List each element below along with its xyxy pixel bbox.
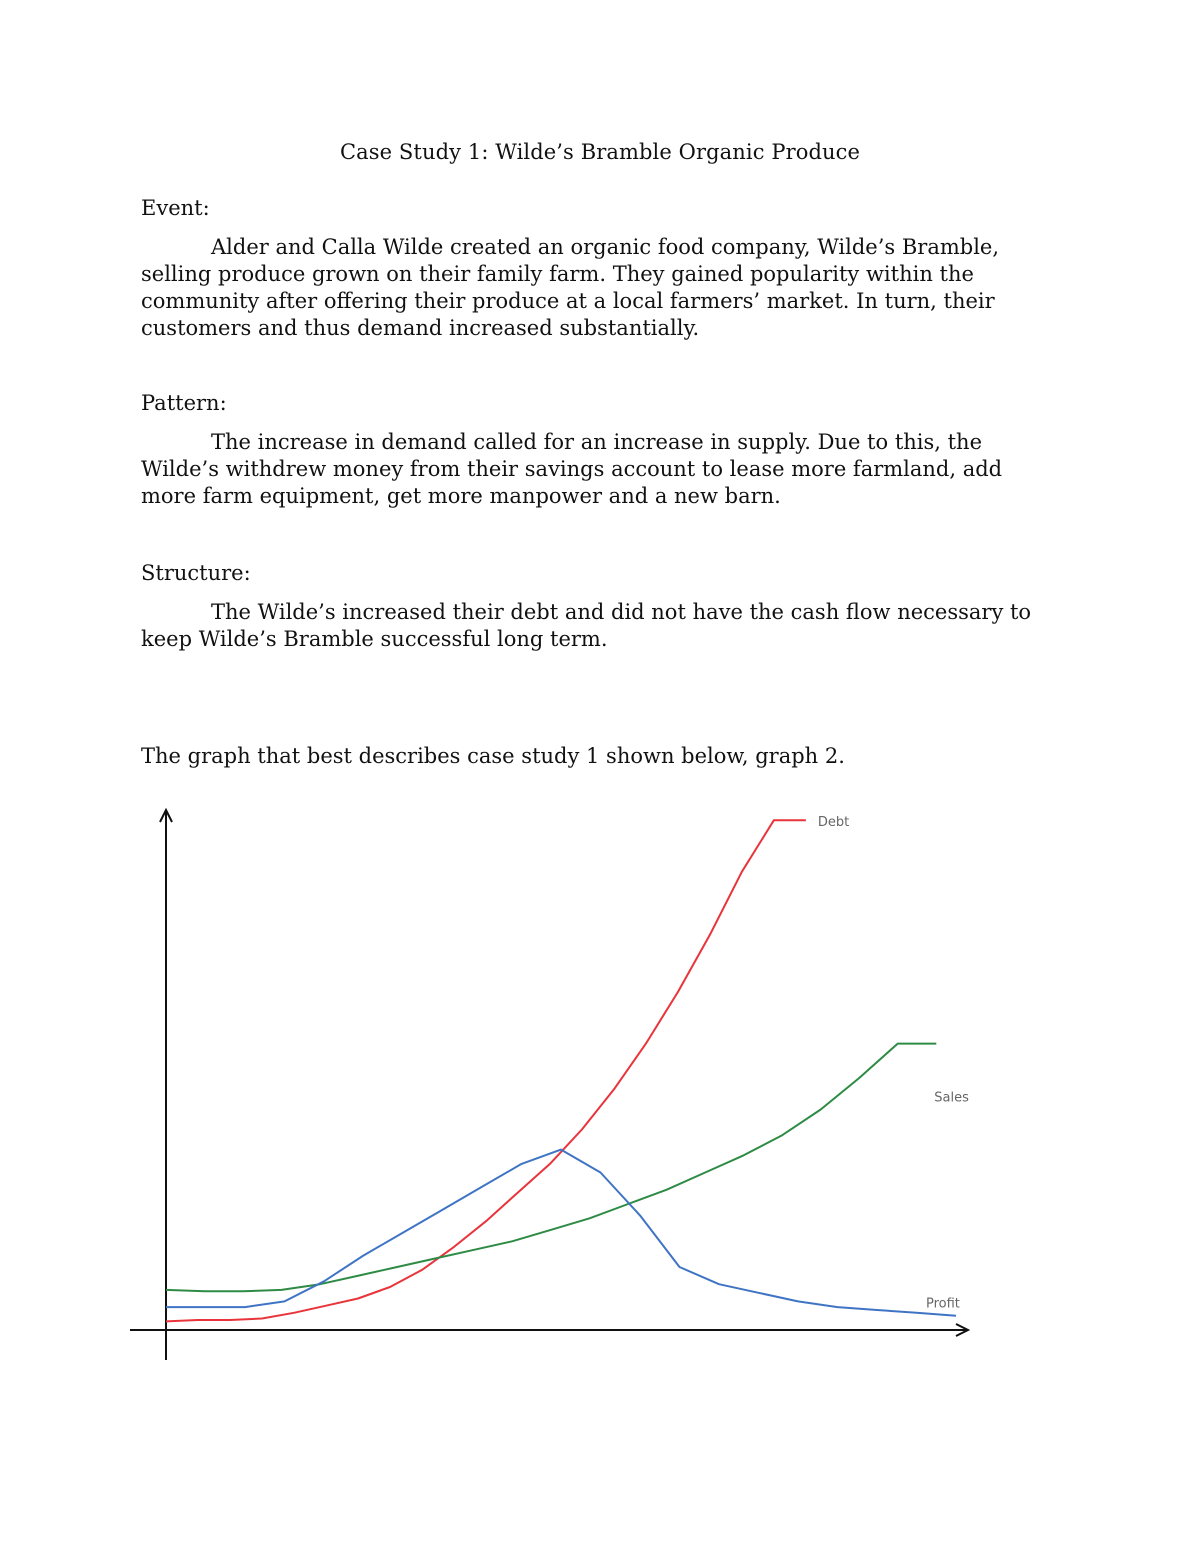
series-label-debt: Debt xyxy=(817,815,850,831)
section-heading-event: Event: xyxy=(141,196,210,220)
section-heading-pattern: Pattern: xyxy=(141,391,227,415)
series-line-profit xyxy=(166,1150,956,1316)
page-title: Case Study 1: Wilde’s Bramble Organic Produce xyxy=(339,140,861,164)
section-text-structure: The Wilde’s increased their debt and did not have the cash flow necessary to keep Wilde’s Bramble successful long term. xyxy=(141,600,1032,651)
section-text-pattern: The increase in demand called for an increase in supply. Due to this, the Wilde’s withdrew money from their savings account to lease more farmland, add more farm equipment, get more manpower and a new barn. xyxy=(141,430,1003,508)
series-label-profit: Profit xyxy=(926,1296,960,1312)
section-text-event: Alder and Calla Wilde created an organic food company, Wilde’s Bramble, selling produce grown on their family farm. They gained popularity within the community after offering their produce at a local farmers’ market. In turn, their customers and thus demand increased substantially. xyxy=(141,235,1000,340)
line-chart xyxy=(130,800,990,1370)
series-line-sales xyxy=(166,1044,936,1292)
series-label-sales: Sales xyxy=(934,1090,969,1106)
section-heading-structure: Structure: xyxy=(141,561,251,585)
graph-conclusion-text: The graph that best describes case study 1 shown below, graph 2. xyxy=(141,744,845,768)
